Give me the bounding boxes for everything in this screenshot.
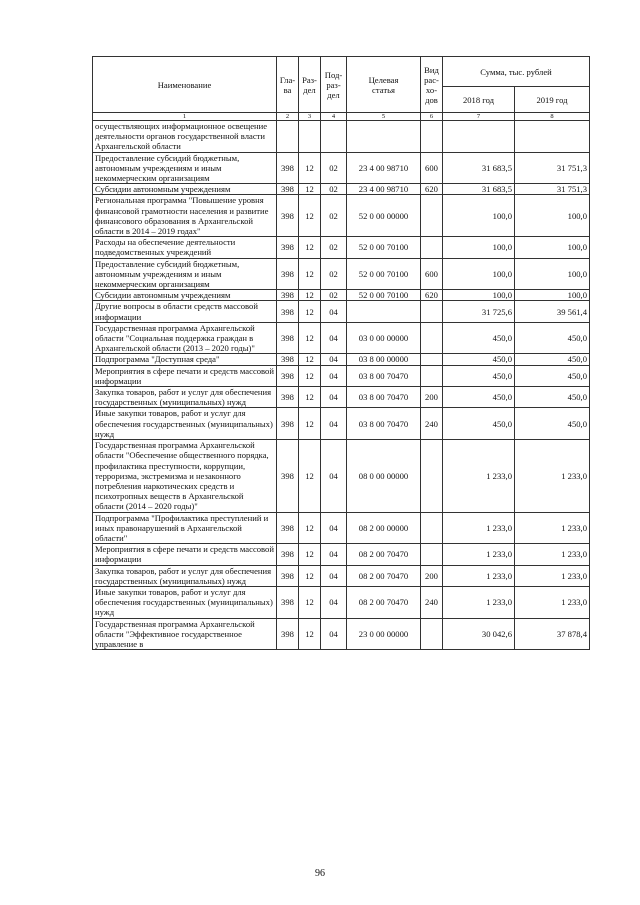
cell-rz: 12 <box>299 408 321 440</box>
cell-ch: 398 <box>277 440 299 512</box>
cell-s2018: 30 042,6 <box>443 618 515 650</box>
cell-cs: 23 4 00 98710 <box>347 152 421 184</box>
header-2019: 2019 год <box>515 87 590 113</box>
cell-name: Расходы на обеспечение деятельности подведомственных учреждений <box>93 237 277 258</box>
cell-s2019: 450,0 <box>515 387 590 408</box>
cell-pr: 02 <box>321 195 347 237</box>
cell-rz: 12 <box>299 387 321 408</box>
cell-s2019: 100,0 <box>515 258 590 290</box>
cell-cs <box>347 301 421 322</box>
cell-vr: 600 <box>421 152 443 184</box>
cell-pr: 04 <box>321 565 347 586</box>
table-row <box>93 258 590 290</box>
cell-rz: 12 <box>299 237 321 258</box>
cell-ch: 398 <box>277 408 299 440</box>
cell-name: Предоставление субсидий бюджетным, автономным учреждениям и иным некоммерческим организациям <box>93 152 277 184</box>
cell-vr <box>421 354 443 365</box>
cell-name: Региональная программа "Повышение уровня финансовой грамотности населения и развитие финансового образования в Архангельской области в 2014 – 2019 годах" <box>93 195 277 237</box>
cell-ch: 398 <box>277 152 299 184</box>
cell-s2018: 450,0 <box>443 408 515 440</box>
table-row <box>93 184 590 195</box>
cell-pr: 04 <box>321 544 347 565</box>
cell-cs: 52 0 00 70100 <box>347 237 421 258</box>
cell-rz: 12 <box>299 365 321 386</box>
cell-vr <box>421 301 443 322</box>
cell-ch: 398 <box>277 544 299 565</box>
colnum: 8 <box>515 113 590 121</box>
cell-rz: 12 <box>299 586 321 618</box>
table-row <box>93 354 590 365</box>
cell-vr <box>421 544 443 565</box>
cell-s2018: 450,0 <box>443 354 515 365</box>
table-row <box>93 121 590 153</box>
cell-rz: 12 <box>299 354 321 365</box>
cell-rz: 12 <box>299 440 321 512</box>
cell-cs: 03 8 00 70470 <box>347 365 421 386</box>
cell-s2018: 100,0 <box>443 258 515 290</box>
cell-rz: 12 <box>299 258 321 290</box>
cell-name: Иные закупки товаров, работ и услуг для обеспечения государственных (муниципальных) нужд <box>93 408 277 440</box>
cell-vr: 620 <box>421 184 443 195</box>
cell-vr <box>421 440 443 512</box>
cell-s2018: 1 233,0 <box>443 565 515 586</box>
cell-ch: 398 <box>277 258 299 290</box>
cell-s2019: 39 561,4 <box>515 301 590 322</box>
cell-s2019: 31 751,3 <box>515 152 590 184</box>
cell-cs: 08 2 00 70470 <box>347 544 421 565</box>
cell-pr: 04 <box>321 365 347 386</box>
cell-cs: 52 0 00 70100 <box>347 290 421 301</box>
header-summa: Сумма, тыс. рублей <box>443 57 590 87</box>
cell-cs: 03 0 00 00000 <box>347 322 421 354</box>
cell-s2018 <box>443 121 515 153</box>
cell-rz: 12 <box>299 184 321 195</box>
colnum: 5 <box>347 113 421 121</box>
cell-name: Мероприятия в сфере печати и средств массовой информации <box>93 544 277 565</box>
cell-ch: 398 <box>277 354 299 365</box>
cell-vr: 200 <box>421 565 443 586</box>
cell-pr: 02 <box>321 237 347 258</box>
table-row <box>93 618 590 650</box>
cell-cs: 23 4 00 98710 <box>347 184 421 195</box>
cell-cs <box>347 121 421 153</box>
cell-s2018: 450,0 <box>443 322 515 354</box>
cell-pr: 02 <box>321 152 347 184</box>
cell-vr: 620 <box>421 290 443 301</box>
cell-ch: 398 <box>277 195 299 237</box>
cell-vr: 240 <box>421 586 443 618</box>
cell-ch: 398 <box>277 512 299 544</box>
cell-vr <box>421 195 443 237</box>
cell-s2019: 450,0 <box>515 408 590 440</box>
cell-s2019: 450,0 <box>515 322 590 354</box>
cell-name: Предоставление субсидий бюджетным, автономным учреждениям и иным некоммерческим организациям <box>93 258 277 290</box>
cell-ch: 398 <box>277 365 299 386</box>
cell-vr <box>421 322 443 354</box>
cell-pr: 04 <box>321 354 347 365</box>
cell-vr <box>421 365 443 386</box>
budget-table <box>92 56 590 650</box>
cell-rz: 12 <box>299 195 321 237</box>
cell-rz: 12 <box>299 301 321 322</box>
header-name: Наименование <box>93 57 277 113</box>
header-glava: Гла- ва <box>277 57 299 113</box>
cell-pr: 02 <box>321 184 347 195</box>
cell-s2019: 1 233,0 <box>515 440 590 512</box>
cell-cs: 03 8 00 70470 <box>347 408 421 440</box>
cell-vr <box>421 512 443 544</box>
cell-name: Закупка товаров, работ и услуг для обеспечения государственных (муниципальных) нужд <box>93 565 277 586</box>
cell-s2019: 1 233,0 <box>515 544 590 565</box>
cell-pr: 04 <box>321 408 347 440</box>
cell-vr: 200 <box>421 387 443 408</box>
table-row <box>93 301 590 322</box>
cell-ch: 398 <box>277 618 299 650</box>
cell-ch: 398 <box>277 565 299 586</box>
table-row <box>93 544 590 565</box>
cell-s2018: 100,0 <box>443 290 515 301</box>
cell-ch: 398 <box>277 290 299 301</box>
table-row <box>93 237 590 258</box>
cell-ch: 398 <box>277 322 299 354</box>
cell-s2019: 100,0 <box>515 290 590 301</box>
cell-vr <box>421 121 443 153</box>
cell-pr: 04 <box>321 387 347 408</box>
cell-s2019 <box>515 121 590 153</box>
colnum: 7 <box>443 113 515 121</box>
cell-s2018: 450,0 <box>443 365 515 386</box>
colnum: 6 <box>421 113 443 121</box>
cell-vr: 240 <box>421 408 443 440</box>
header-podrazdel: Под- раз- дел <box>321 57 347 113</box>
cell-ch <box>277 121 299 153</box>
cell-name: Закупка товаров, работ и услуг для обеспечения государственных (муниципальных) нужд <box>93 387 277 408</box>
cell-name: Субсидии автономным учреждениям <box>93 290 277 301</box>
header-razdel: Раз- дел <box>299 57 321 113</box>
cell-rz: 12 <box>299 618 321 650</box>
cell-cs: 08 2 00 00000 <box>347 512 421 544</box>
cell-cs: 52 0 00 00000 <box>347 195 421 237</box>
cell-ch: 398 <box>277 237 299 258</box>
column-numbers-row <box>93 113 590 121</box>
cell-cs: 08 0 00 00000 <box>347 440 421 512</box>
cell-pr <box>321 121 347 153</box>
header-tselevaya: Целевая статья <box>347 57 421 113</box>
cell-s2019: 1 233,0 <box>515 586 590 618</box>
table-row <box>93 322 590 354</box>
cell-cs: 23 0 00 00000 <box>347 618 421 650</box>
cell-pr: 02 <box>321 258 347 290</box>
cell-vr: 600 <box>421 258 443 290</box>
cell-ch: 398 <box>277 387 299 408</box>
table-row <box>93 408 590 440</box>
cell-rz: 12 <box>299 290 321 301</box>
table-row <box>93 365 590 386</box>
cell-rz: 12 <box>299 512 321 544</box>
cell-s2018: 450,0 <box>443 387 515 408</box>
cell-s2018: 1 233,0 <box>443 440 515 512</box>
document-page <box>92 56 589 650</box>
cell-pr: 04 <box>321 618 347 650</box>
colnum: 1 <box>93 113 277 121</box>
cell-name: Государственная программа Архангельской области "Эффективное государственное управление в <box>93 618 277 650</box>
page-number: 96 <box>315 868 325 879</box>
table-row <box>93 152 590 184</box>
cell-s2018: 31 683,5 <box>443 152 515 184</box>
cell-rz: 12 <box>299 544 321 565</box>
cell-pr: 04 <box>321 512 347 544</box>
cell-ch: 398 <box>277 184 299 195</box>
cell-pr: 02 <box>321 290 347 301</box>
cell-s2018: 100,0 <box>443 237 515 258</box>
cell-s2018: 1 233,0 <box>443 512 515 544</box>
cell-rz <box>299 121 321 153</box>
table-row <box>93 440 590 512</box>
cell-ch: 398 <box>277 586 299 618</box>
cell-name: Подпрограмма "Доступная среда" <box>93 354 277 365</box>
cell-name: Иные закупки товаров, работ и услуг для обеспечения государственных (муниципальных) нужд <box>93 586 277 618</box>
colnum: 3 <box>299 113 321 121</box>
cell-s2019: 37 878,4 <box>515 618 590 650</box>
header-vid: Вид рас- хо- дов <box>421 57 443 113</box>
table-row <box>93 387 590 408</box>
cell-cs: 03 8 00 70470 <box>347 387 421 408</box>
table-row <box>93 290 590 301</box>
cell-s2019: 31 751,3 <box>515 184 590 195</box>
cell-pr: 04 <box>321 301 347 322</box>
cell-name: Подпрограмма "Профилактика преступлений и иных правонарушений в Архангельской области" <box>93 512 277 544</box>
cell-s2018: 1 233,0 <box>443 544 515 565</box>
cell-rz: 12 <box>299 152 321 184</box>
cell-cs: 03 8 00 00000 <box>347 354 421 365</box>
table-row <box>93 586 590 618</box>
header-2018: 2018 год <box>443 87 515 113</box>
table-row <box>93 512 590 544</box>
cell-name: Мероприятия в сфере печати и средств массовой информации <box>93 365 277 386</box>
table-row <box>93 565 590 586</box>
cell-name: Другие вопросы в области средств массовой информации <box>93 301 277 322</box>
cell-s2019: 1 233,0 <box>515 565 590 586</box>
colnum: 4 <box>321 113 347 121</box>
cell-cs: 08 2 00 70470 <box>347 565 421 586</box>
cell-rz: 12 <box>299 565 321 586</box>
cell-name: осуществляющих информационное освещение деятельности органов государственной власти Архангельской области <box>93 121 277 153</box>
cell-name: Государственная программа Архангельской области "Обеспечение общественного порядка, профилактика преступности, коррупции, терроризма, экстремизма и незаконного потребления наркотических средств и психотропных веществ в Архангельской области (2014 – 2020 годы)" <box>93 440 277 512</box>
cell-s2018: 1 233,0 <box>443 586 515 618</box>
cell-ch: 398 <box>277 301 299 322</box>
cell-s2019: 1 233,0 <box>515 512 590 544</box>
cell-pr: 04 <box>321 322 347 354</box>
cell-s2019: 100,0 <box>515 195 590 237</box>
cell-name: Государственная программа Архангельской области "Социальная поддержка граждан в Архангельской области (2013 – 2020 годы)" <box>93 322 277 354</box>
cell-s2018: 31 725,6 <box>443 301 515 322</box>
cell-cs: 08 2 00 70470 <box>347 586 421 618</box>
cell-s2018: 100,0 <box>443 195 515 237</box>
table-row <box>93 195 590 237</box>
cell-rz: 12 <box>299 322 321 354</box>
cell-vr <box>421 618 443 650</box>
cell-pr: 04 <box>321 440 347 512</box>
cell-cs: 52 0 00 70100 <box>347 258 421 290</box>
colnum: 2 <box>277 113 299 121</box>
cell-s2018: 31 683,5 <box>443 184 515 195</box>
cell-pr: 04 <box>321 586 347 618</box>
cell-s2019: 450,0 <box>515 354 590 365</box>
cell-name: Субсидии автономным учреждениям <box>93 184 277 195</box>
cell-s2019: 100,0 <box>515 237 590 258</box>
table-body <box>93 121 590 650</box>
cell-vr <box>421 237 443 258</box>
cell-s2019: 450,0 <box>515 365 590 386</box>
